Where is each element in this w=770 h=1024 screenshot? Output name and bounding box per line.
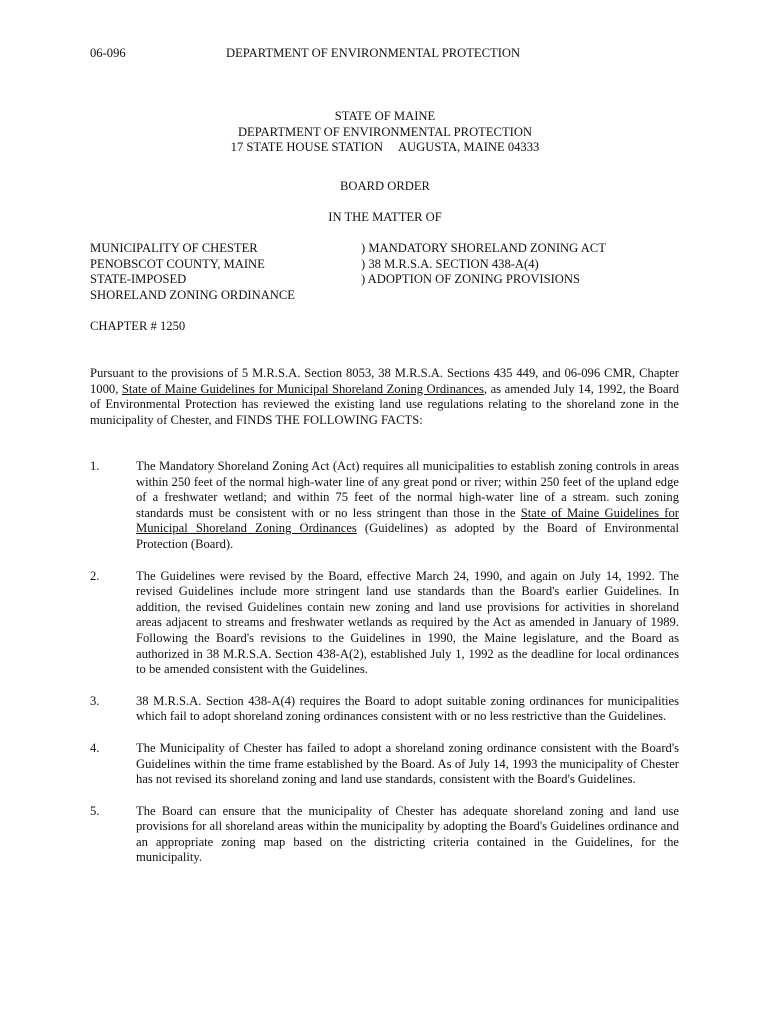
caption-left-line: MUNICIPALITY OF CHESTER bbox=[90, 241, 258, 255]
finding-item bbox=[90, 569, 679, 678]
pursuant-paragraph bbox=[90, 366, 679, 428]
document-code: 06-096 bbox=[90, 46, 126, 60]
finding-text-after: (Guidelines) as adopted by the Board of Environmental Protection (Board). bbox=[136, 521, 679, 551]
finding-item bbox=[90, 741, 679, 788]
finding-item bbox=[90, 804, 679, 866]
order-title: BOARD ORDER bbox=[340, 179, 430, 193]
finding-number: 4. bbox=[90, 740, 100, 755]
chapter-number: CHAPTER # 1250 bbox=[90, 319, 186, 333]
running-header bbox=[90, 46, 680, 62]
caption-left bbox=[90, 241, 350, 303]
caption-right-line: ) MANDATORY SHORELAND ZONING ACT bbox=[361, 241, 606, 255]
findings-list bbox=[90, 459, 679, 882]
caption-right bbox=[361, 241, 681, 288]
letterhead bbox=[90, 109, 680, 156]
caption-right-line: ) 38 M.R.S.A. SECTION 438-A(4) bbox=[361, 256, 539, 271]
finding-number: 5. bbox=[90, 803, 100, 818]
finding-text: The Guidelines were revised by the Board, effective March 24, 1990, and again on July 14, 1992. The revised Guidelines include more stringent land use standards than the Board's earlier Guidelines. In addition, the revised Guidelines contain new zoning and land use provisions for activities in shoreland areas adjacent to streams and freshwater wetlands as required by the Act as amended in January of 1989. Following the Board's revisions to the Guidelines in 1990, the Maine legislature, and the Board as authorized in 38 M.R.S.A. Section 438-A(2), established July 1, 1992 as the deadline for local ordinances to be amended consistent with the Guidelines. bbox=[136, 568, 679, 677]
caption-right-line: ) ADOPTION OF ZONING PROVISIONS bbox=[361, 272, 581, 287]
pursuant-text-after: , as amended July 14, 1992, the Board of Environmental Protection has reviewed the existing land use regulations relating to the shoreland zone in the municipality of Chester, and FINDS THE FOLLOWING FACTS: bbox=[90, 381, 679, 427]
finding-number: 3. bbox=[90, 693, 100, 708]
caption-left-line: SHORELAND ZONING ORDINANCE bbox=[90, 287, 295, 302]
letterhead-address: 17 STATE HOUSE STATION AUGUSTA, MAINE 04333 bbox=[230, 140, 540, 155]
finding-text bbox=[136, 459, 679, 553]
caption-left-line: PENOBSCOT COUNTY, MAINE bbox=[90, 256, 265, 271]
finding-number: 1. bbox=[90, 459, 100, 473]
pursuant-text-before: Pursuant to the provisions of 5 M.R.S.A. Section 8053, 38 M.R.S.A. Sections 435 449, and 06-096 CMR, Chapter 1000, bbox=[90, 366, 679, 396]
letterhead-department: DEPARTMENT OF ENVIRONMENTAL PROTECTION bbox=[237, 124, 533, 139]
finding-item bbox=[90, 459, 679, 553]
finding-text: The Board can ensure that the municipality of Chester has adequate shoreland zoning and land use provisions for all shoreland areas within the municipality by adopting the Board's Guidelines ordinance and an appropriate zoning map based on the districting criteria contained in the Guidelines, for the municipality. bbox=[136, 803, 679, 865]
finding-text: The Municipality of Chester has failed to adopt a shoreland zoning ordinance consistent with the Board's Guidelines within the time frame established by the Board. As of July 14, 1993 the municipality of Chester has not revised its shoreland zoning and land use standards, consistent with the Board's Guidelines. bbox=[136, 740, 679, 787]
caption-left-line: STATE-IMPOSED bbox=[90, 272, 187, 287]
guidelines-title: State of Maine Guidelines for Municipal Shoreland Zoning Ordinances bbox=[121, 381, 484, 396]
finding-item bbox=[90, 694, 679, 725]
guidelines-title: State of Maine Guidelines for Municipal Shoreland Zoning Ordinances bbox=[136, 505, 679, 536]
finding-text: 38 M.R.S.A. Section 438-A(4) requires the Board to adopt suitable zoning ordinances for municipalities which fail to adopt shoreland zoning ordinances consistent with or no less restrictive than the Guidelines. bbox=[136, 693, 679, 724]
order-subtitle: IN THE MATTER OF bbox=[328, 210, 442, 224]
finding-text-before: The Mandatory Shoreland Zoning Act (Act) requires all municipalities to establish zoning controls in areas within 250 feet of the normal high-water line of any great pond or river; within 250 feet of the upland edge of a freshwater wetland; and within 75 feet of the normal high-water line of a stream. such zoning standards must be consistent with or no less stringent than those in the bbox=[136, 459, 679, 520]
header-department: DEPARTMENT OF ENVIRONMENTAL PROTECTION bbox=[226, 46, 521, 60]
finding-number: 2. bbox=[90, 568, 100, 583]
letterhead-state: STATE OF MAINE bbox=[334, 109, 436, 123]
